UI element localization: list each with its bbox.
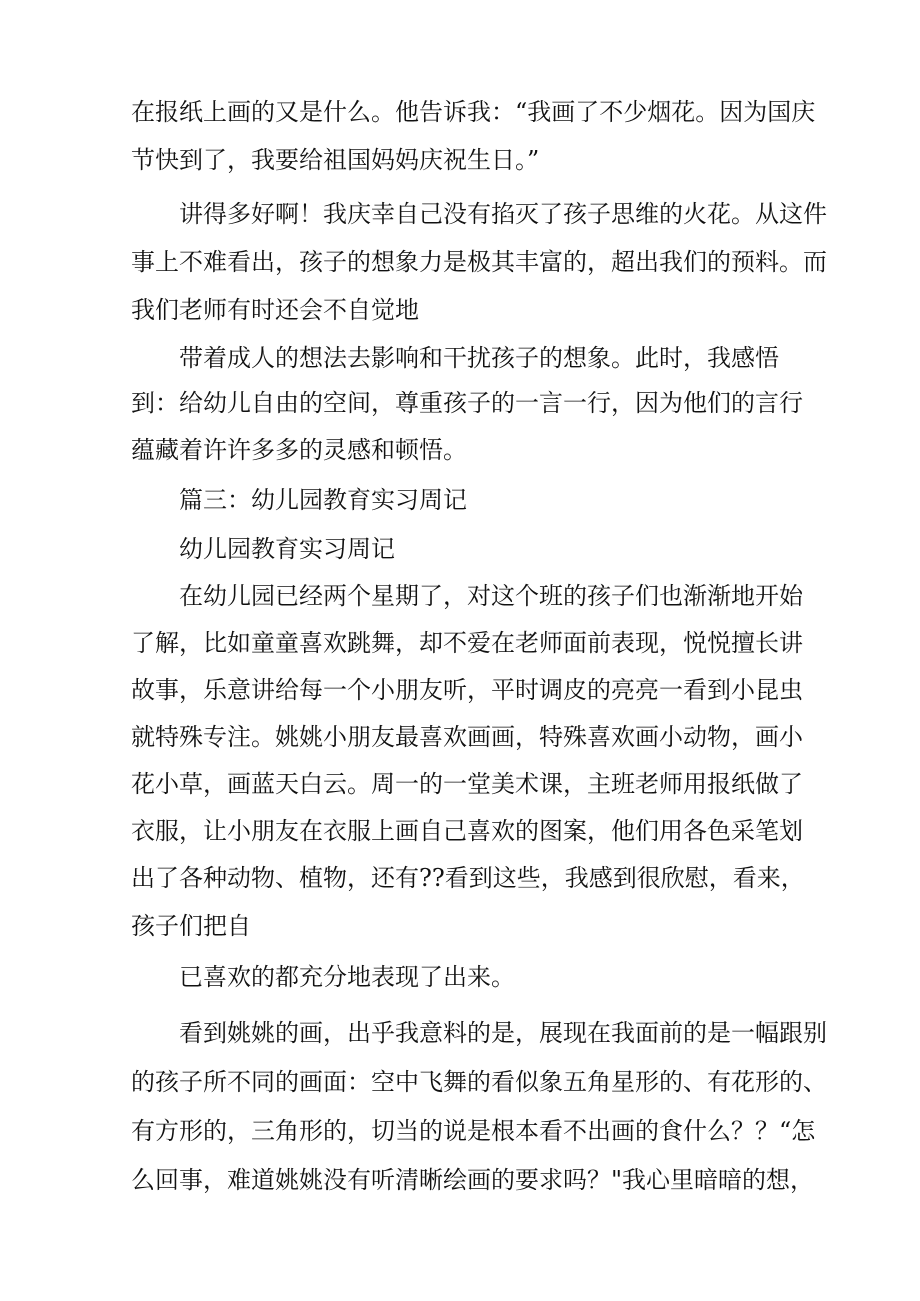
- text-line-2: 节快到了，我要给祖国妈妈庆祝生日。”: [131, 146, 540, 174]
- text-line-7: 到：给幼儿自由的空间，尊重孩子的一言一行，因为他们的言行: [131, 389, 803, 417]
- text-line-3: 讲得多好啊！我庆幸自己没有掐灭了孩子思维的火花。从这件: [179, 200, 827, 228]
- text-line-1: 在报纸上画的又是什么。他告诉我：“我画了不少烟花。因为国庆: [131, 98, 816, 126]
- text-line-6: 带着成人的想法去影响和干扰孩子的想象。此时，我感悟: [179, 344, 779, 372]
- text-line-11: 在幼儿园已经两个星期了，对这个班的孩子们也渐渐地开始: [179, 582, 803, 610]
- text-line-15: 花小草，画蓝天白云。周一的一堂美术课，主班老师用报纸做了: [131, 770, 803, 798]
- text-line-4: 事上不难看出，孩子的想象力是极其丰富的，超出我们的预料。而: [131, 248, 827, 276]
- section-title: 篇三：幼儿园教育实习周记: [179, 486, 467, 514]
- text-line-13: 故事，乐意讲给每一个小朋友听，平时调皮的亮亮一看到小昆虫: [131, 676, 803, 704]
- text-line-12: 了解，比如童童喜欢跳舞，却不爱在老师面前表现，悦悦擅长讲: [131, 629, 803, 657]
- text-line-22: 有方形的，三角形的，切当的说是根本看不出画的食什么？？“怎: [131, 1117, 816, 1145]
- text-line-17: 出了各种动物、植物，还有??看到这些，我感到很欣慰，看来，: [131, 864, 805, 892]
- text-line-20: 看到姚姚的画，出乎我意料的是，展现在我面前的是一幅跟别: [179, 1019, 827, 1047]
- text-line-5: 我们老师有时还会不自觉地: [131, 296, 419, 324]
- text-line-16: 衣服，让小朋友在衣服上画自己喜欢的图案，他们用各色采笔划: [131, 817, 803, 845]
- text-line-18: 孩子们把自: [131, 912, 251, 940]
- text-line-23: 么回事，难道姚姚没有听清晰绘画的要求吗？"我心里暗暗的想，: [131, 1166, 815, 1194]
- text-line-19: 已喜欢的都充分地表现了出来。: [179, 963, 515, 991]
- text-line-14: 就特殊专注。姚姚小朋友最喜欢画画，特殊喜欢画小动物，画小: [131, 723, 803, 751]
- article-title: 幼儿园教育实习周记: [179, 535, 395, 563]
- text-line-21: 的孩子所不同的画面：空中飞舞的看似象五角星形的、有花形的、: [131, 1068, 827, 1096]
- text-line-8: 蕴藏着许许多多的灵感和顿悟。: [131, 436, 467, 464]
